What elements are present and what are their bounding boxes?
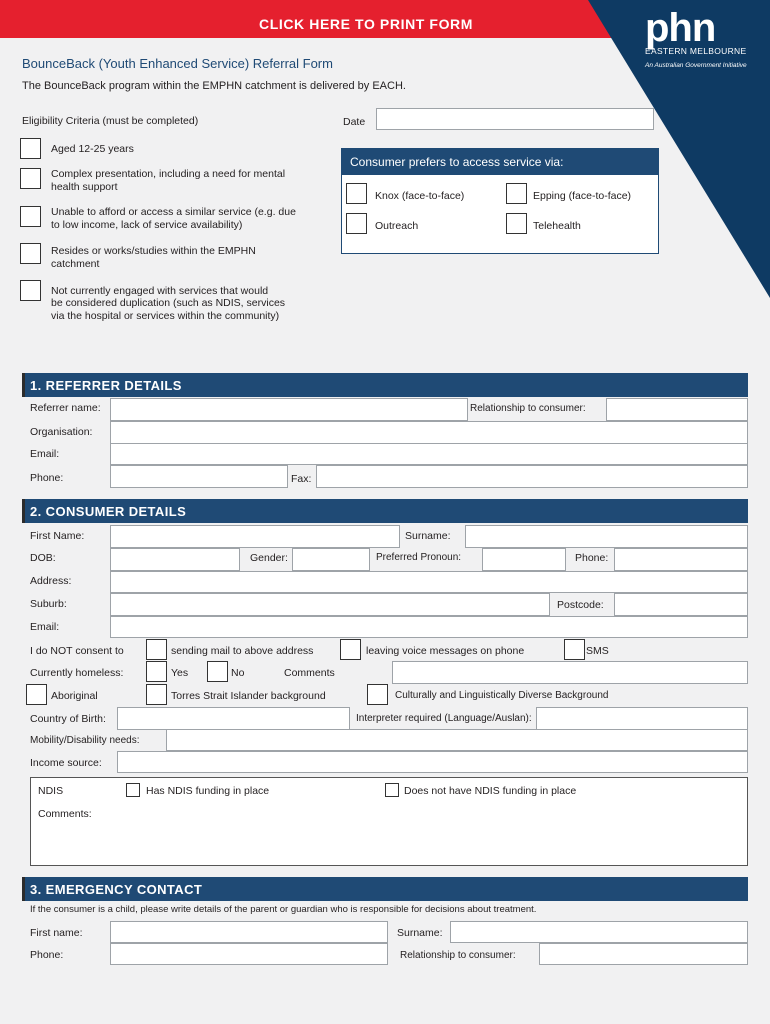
eligibility-not-engaged-line1: Not currently engaged with services that would bbox=[51, 285, 269, 297]
income-label: Income source: bbox=[30, 757, 102, 769]
torres-checkbox[interactable] bbox=[146, 684, 167, 705]
referrer-relationship-field[interactable] bbox=[606, 398, 748, 421]
postcode-label: Postcode: bbox=[557, 599, 604, 611]
homeless-yes-label: Yes bbox=[171, 667, 189, 679]
emergency-relationship-field[interactable] bbox=[539, 943, 748, 965]
cald-checkbox[interactable] bbox=[367, 684, 388, 705]
access-checkbox-telehealth[interactable] bbox=[506, 213, 527, 234]
mobility-label: Mobility/Disability needs: bbox=[30, 735, 140, 746]
ndis-yes-checkbox[interactable] bbox=[126, 783, 140, 797]
phn-logo bbox=[640, 6, 766, 74]
referrer-phone-label: Phone: bbox=[30, 472, 64, 484]
eligibility-not-engaged-line2: be considered duplication (such as NDIS, services bbox=[51, 297, 286, 309]
referrer-name-field[interactable] bbox=[110, 398, 468, 421]
referrer-relationship-label: Relationship to consumer: bbox=[470, 403, 586, 414]
emergency-phone-label: Phone: bbox=[30, 949, 64, 961]
homeless-comments-label: Comments bbox=[284, 667, 335, 679]
eligibility-resides-line1: Resides or works/studies within the EMPHN bbox=[51, 245, 256, 257]
consent-mail-label: sending mail to above address bbox=[171, 645, 314, 657]
access-epping-label: Epping (face-to-face) bbox=[533, 190, 632, 202]
logo-word: phn bbox=[645, 6, 716, 50]
form-title: BounceBack (Youth Enhanced Service) Referral Form bbox=[22, 56, 333, 71]
access-checkbox-epping[interactable] bbox=[506, 183, 527, 204]
consent-sms-checkbox[interactable] bbox=[564, 639, 585, 660]
homeless-no-label: No bbox=[231, 667, 245, 679]
intro-text: The BounceBack program within the EMPHN catchment is delivered by EACH. bbox=[22, 80, 406, 92]
emergency-section-header: 3. EMERGENCY CONTACT bbox=[22, 877, 748, 901]
referrer-email-label: Email: bbox=[30, 448, 60, 460]
first-name-field[interactable] bbox=[110, 525, 400, 548]
eligibility-checkbox-not-engaged[interactable] bbox=[20, 280, 41, 301]
access-outreach-label: Outreach bbox=[375, 220, 419, 232]
print-form-link[interactable]: CLICK HERE TO PRINT FORM bbox=[259, 16, 474, 32]
first-name-label: First Name: bbox=[30, 530, 85, 542]
homeless-label: Currently homeless: bbox=[30, 667, 124, 679]
dob-label: DOB: bbox=[30, 552, 56, 564]
emergency-first-name-label: First name: bbox=[30, 927, 83, 939]
consumer-phone-field[interactable] bbox=[614, 548, 748, 571]
aboriginal-label: Aboriginal bbox=[51, 690, 98, 702]
surname-field[interactable] bbox=[465, 525, 748, 548]
referrer-section-header: 1. REFERRER DETAILS bbox=[22, 373, 748, 397]
consumer-email-field[interactable] bbox=[110, 616, 748, 638]
eligibility-afford-line1: Unable to afford or access a similar service (e.g. due bbox=[51, 206, 296, 218]
organisation-field[interactable] bbox=[110, 421, 748, 444]
address-field[interactable] bbox=[110, 571, 748, 593]
emergency-first-name-field[interactable] bbox=[110, 921, 388, 943]
ndis-no-checkbox[interactable] bbox=[385, 783, 399, 797]
eligibility-age-label: Aged 12-25 years bbox=[51, 143, 134, 155]
torres-label: Torres Strait Islander background bbox=[171, 690, 326, 702]
country-label: Country of Birth: bbox=[30, 713, 106, 725]
income-field[interactable] bbox=[117, 751, 748, 773]
dob-field[interactable] bbox=[110, 548, 240, 571]
eligibility-checkbox-resides[interactable] bbox=[20, 243, 41, 264]
gender-label: Gender: bbox=[250, 552, 288, 564]
logo-tagline: An Australian Government Initiative bbox=[645, 62, 747, 69]
ndis-comments-label: Comments: bbox=[38, 808, 92, 820]
postcode-field[interactable] bbox=[614, 593, 748, 616]
logo-subtitle: EASTERN MELBOURNE bbox=[645, 46, 747, 56]
address-label: Address: bbox=[30, 575, 72, 587]
emergency-surname-field[interactable] bbox=[450, 921, 748, 943]
cald-label: Culturally and Linguistically Diverse Background bbox=[395, 690, 609, 701]
gender-field[interactable] bbox=[292, 548, 370, 571]
homeless-comments-field[interactable] bbox=[392, 661, 748, 684]
referrer-fax-label: Fax: bbox=[291, 473, 312, 485]
eligibility-resides-line2: catchment bbox=[51, 258, 100, 270]
country-field[interactable] bbox=[117, 707, 350, 730]
homeless-no-checkbox[interactable] bbox=[207, 661, 228, 682]
organisation-label: Organisation: bbox=[30, 426, 93, 438]
eligibility-complex-line1: Complex presentation, including a need for mental bbox=[51, 168, 286, 180]
suburb-field[interactable] bbox=[110, 593, 550, 616]
access-checkbox-knox[interactable] bbox=[346, 183, 367, 204]
eligibility-checkbox-age[interactable] bbox=[20, 138, 41, 159]
eligibility-checkbox-afford[interactable] bbox=[20, 206, 41, 227]
access-knox-label: Knox (face-to-face) bbox=[375, 190, 465, 202]
emergency-relationship-label: Relationship to consumer: bbox=[400, 950, 516, 961]
ndis-no-label: Does not have NDIS funding in place bbox=[404, 785, 577, 797]
ndis-yes-label: Has NDIS funding in place bbox=[146, 785, 270, 797]
pronoun-field[interactable] bbox=[482, 548, 566, 571]
mobility-field[interactable] bbox=[166, 729, 748, 751]
access-checkbox-outreach[interactable] bbox=[346, 213, 367, 234]
suburb-label: Suburb: bbox=[30, 598, 67, 610]
eligibility-not-engaged-line3: via the hospital or services within the community) bbox=[51, 310, 280, 322]
emergency-note: If the consumer is a child, please write details of the parent or guardian who is responsible for decisions about treatment. bbox=[30, 904, 537, 915]
emergency-surname-label: Surname: bbox=[397, 927, 443, 939]
consumer-email-label: Email: bbox=[30, 621, 60, 633]
consumer-phone-label: Phone: bbox=[575, 552, 609, 564]
referrer-phone-field[interactable] bbox=[110, 465, 288, 488]
referrer-email-field[interactable] bbox=[110, 443, 748, 465]
access-heading: Consumer prefers to access service via: bbox=[341, 148, 659, 175]
referrer-fax-field[interactable] bbox=[316, 465, 748, 488]
referrer-name-label: Referrer name: bbox=[30, 402, 101, 414]
eligibility-heading: Eligibility Criteria (must be completed) bbox=[22, 115, 199, 127]
eligibility-afford-line2: to low income, lack of service availability) bbox=[51, 219, 243, 231]
aboriginal-checkbox[interactable] bbox=[26, 684, 47, 705]
date-field[interactable] bbox=[376, 108, 654, 130]
emergency-phone-field[interactable] bbox=[110, 943, 388, 965]
interpreter-label: Interpreter required (Language/Auslan): bbox=[356, 713, 532, 724]
date-label: Date bbox=[343, 116, 366, 128]
consumer-section-header: 2. CONSUMER DETAILS bbox=[22, 499, 748, 523]
eligibility-checkbox-complex[interactable] bbox=[20, 168, 41, 189]
consent-sms-label: SMS bbox=[586, 645, 609, 657]
no-consent-label: I do NOT consent to bbox=[30, 645, 124, 657]
consent-voice-checkbox[interactable] bbox=[340, 639, 361, 660]
homeless-yes-checkbox[interactable] bbox=[146, 661, 167, 682]
consent-voice-label: leaving voice messages on phone bbox=[366, 645, 525, 657]
consent-mail-checkbox[interactable] bbox=[146, 639, 167, 660]
surname-label: Surname: bbox=[405, 530, 451, 542]
pronoun-label: Preferred Pronoun: bbox=[376, 552, 462, 563]
eligibility-complex-line2: health support bbox=[51, 181, 118, 193]
access-telehealth-label: Telehealth bbox=[533, 220, 581, 232]
interpreter-field[interactable] bbox=[536, 707, 748, 730]
ndis-label: NDIS bbox=[38, 785, 64, 797]
